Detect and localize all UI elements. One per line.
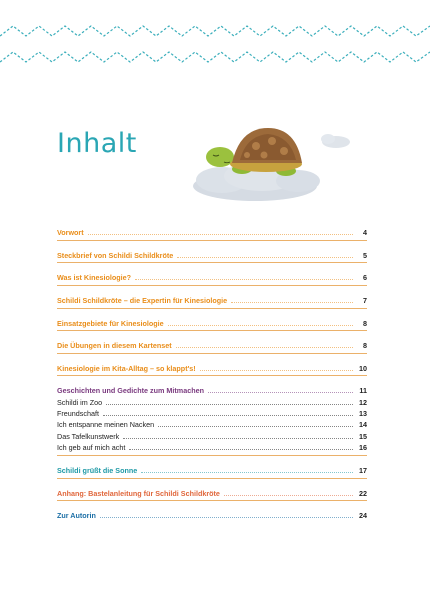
- toc-separator: [57, 262, 367, 263]
- toc-separator: [57, 353, 367, 354]
- toc-entry-nacken[interactable]: Ich entspanne meinen Nacken 14: [57, 420, 367, 429]
- zigzag-border: [0, 22, 430, 70]
- toc-entry-auf-mich-acht[interactable]: Ich geb auf mich acht 16: [57, 443, 367, 452]
- toc-entry-schildi-im-zoo[interactable]: Schildi im Zoo 12: [57, 398, 367, 407]
- toc-entry-vorwort[interactable]: Vorwort 4: [57, 228, 367, 237]
- toc-entry-tafelkunstwerk[interactable]: Das Tafelkunstwerk 15: [57, 432, 367, 441]
- toc-entry-expertin[interactable]: Schildi Schildkröte – die Expertin für Kinesiologie 7: [57, 296, 367, 305]
- toc-separator: [57, 240, 367, 241]
- page-title: Inhalt: [57, 128, 137, 159]
- toc-separator: [57, 455, 367, 456]
- toc-separator: [57, 375, 367, 376]
- toc-separator: [57, 500, 367, 501]
- toc-entry-geschichten[interactable]: Geschichten und Gedichte zum Mitmachen 11: [57, 386, 367, 395]
- turtle-illustration: [180, 120, 360, 210]
- toc-entry-steckbrief[interactable]: Steckbrief von Schildi Schildkröte 5: [57, 251, 367, 260]
- toc-entry-sonne[interactable]: Schildi grüßt die Sonne 17: [57, 466, 367, 475]
- toc-entry-was-ist-kinesiologie[interactable]: Was ist Kinesiologie? 6: [57, 273, 367, 282]
- toc-entry-anhang[interactable]: Anhang: Bastelanleitung für Schildi Schildkröte 22: [57, 489, 367, 498]
- toc-entry-uebungen[interactable]: Die Übungen in diesem Kartenset 8: [57, 341, 367, 350]
- toc-separator: [57, 285, 367, 286]
- toc-entry-kita-alltag[interactable]: Kinesiologie im Kita-Alltag – so klappt's! 10: [57, 364, 367, 373]
- toc-separator: [57, 478, 367, 479]
- toc-entry-einsatzgebiete[interactable]: Einsatzgebiete für Kinesiologie 8: [57, 319, 367, 328]
- toc-separator: [57, 308, 367, 309]
- toc-entry-autorin[interactable]: Zur Autorin 24: [57, 511, 367, 520]
- toc-separator: [57, 330, 367, 331]
- toc-entry-freundschaft[interactable]: Freundschaft 13: [57, 409, 367, 418]
